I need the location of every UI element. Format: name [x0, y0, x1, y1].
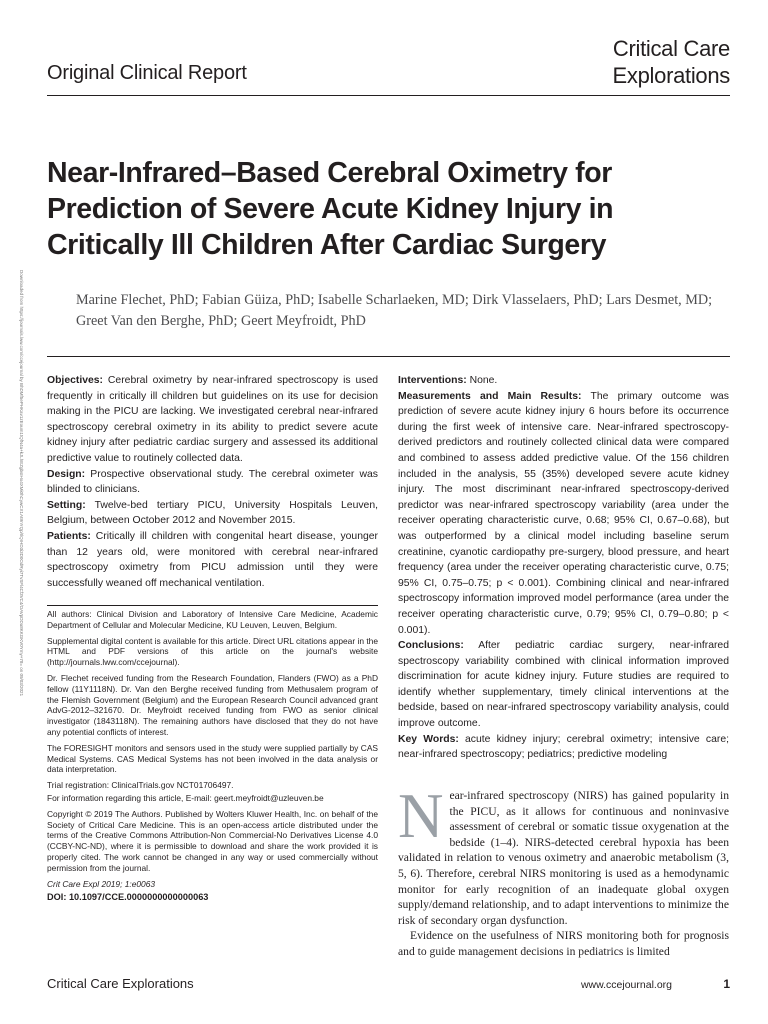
journal-name: [613, 35, 730, 89]
author-list: Marine Flechet, PhD; Fabian Güiza, PhD; Isabelle Scharlaeken, MD; Dirk Vlasselaers, PhD; Lars Desmet, MD; Greet Van den Berghe, PhD; Geert Meyfroidt, PhD: [76, 292, 713, 329]
page-number: 1: [723, 977, 730, 991]
report-type: Original Clinical Report: [47, 62, 247, 84]
footnote-contact: For information regarding this article, E-mail: geert.meyfroidt@uzleuven.be: [47, 792, 324, 803]
footnote-equipment: The FORESIGHT monitors and sensors used in the study were supplied partially by CAS Medical Systems. CAS Medical Systems has not been involved in the data analysis or data interpretation.: [47, 742, 378, 775]
drop-cap: N: [398, 781, 444, 851]
abstract-label: Measurements and Main Results:: [398, 390, 582, 402]
abstract-text: acute kidney injury; cerebral oximetry; intensive care; near-infrared spectroscopy; pediatrics; predictive modeling: [398, 733, 729, 761]
abstract-text: None.: [469, 375, 498, 386]
footnote-supplemental: Supplemental digital content is available for this article. Direct URL citations appear in the HTML and PDF versions of this article on the journal's website (http://journals.lww.com/ccejournal).: [47, 635, 378, 668]
footnote-funding: Dr. Flechet received funding from the Research Foundation, Flanders (FWO) as a PhD fellow (11Y1118N). Dr. Van den Berghe received funding from Methusalem program of the Flemish Government (Belgium) and the European Research Council advanced grant AdvG-2012–321670. Dr. Meyfroidt received funding from FWO as senior clinical investigator (1843118N). The remaining authors have disclosed that they do not have any potential conflicts of interest.: [47, 672, 378, 737]
abstract-keywords: [398, 732, 729, 763]
abstract-label: Setting:: [47, 499, 86, 511]
journal-name-line2: Explorations: [612, 63, 730, 88]
abstract-text: The primary outcome was prediction of severe acute kidney injury 6 hours before its occurrence during the first week of intensive care. Near-infrared spectroscopy-derived predictors and routinely collected clinical data were compared and combined to assess added predictive value. Of the 156 children included in the analysis, 55 (35%) developed severe acute kidney injury. The most discriminant near-infrared spectroscopy-derived predictor was near-infrared spectroscopy variability (area under the receiver operating characteristic curve, 0.68; 95% CI, 0.67–0.68), but was outperformed by a clinical model including baseline serum creatinine, cyanotic cardiopathy pre-surgery, blood pressure, and heart frequency (area under the receiver operating characteristic curve, 0.75; 95% CI, 0.75–0.75; p < 0.001). Combining clinical and near-infrared spectroscopy information improved model performance (area under the receiver operating characteristic curve, 0.79; 95% CI, 0.79–0.80; p < 0.001).: [398, 390, 729, 636]
abstract-left-column: [47, 373, 378, 591]
abstract-text: Twelve-bed tertiary PICU, University Hospitals Leuven, Belgium, between October 2012 and November 2015.: [47, 499, 379, 527]
journal-name-line1: Critical Care: [612, 36, 730, 61]
article-title: Near-Infrared–Based Cerebral Oximetry for Prediction of Severe Acute Kidney Injury in Critically Ill Children After Cardiac Surgery: [47, 157, 614, 261]
abstract-label: Design:: [47, 468, 86, 480]
doi: DOI: 10.1097/CCE.0000000000000063: [47, 892, 209, 903]
abstract-interventions: [398, 373, 729, 389]
header-rule: [47, 95, 730, 96]
abstract-patients: [47, 529, 378, 591]
body-paragraph: [398, 928, 729, 959]
abstract-label: Key Words:: [398, 733, 459, 745]
abstract-results: [398, 389, 729, 639]
footer-journal: Critical Care Explorations: [47, 976, 194, 991]
abstract-label: Objectives:: [47, 375, 104, 386]
body-text: [398, 781, 729, 960]
footnote-rule: [47, 605, 378, 606]
footnote-affiliation: All authors: Clinical Division and Laboratory of Intensive Care Medicine, Academic Department of Cellular and Molecular Medicine, KU Leuven, Leuven, Belgium.: [47, 609, 378, 630]
download-watermark: Downloaded from https://journals.lww.com/ccejournal by BhDMf5ePHKav1zEoum1tQfN4a+kJLhEZgbsIHo4XMi0hCywCX1AWnYQp/IlQrHD3i3D0OdRyi7TvSFl4Cf3VC4/OAVpDDa8KKGKV0Ymy+78= on 09/03/2021: [19, 270, 24, 697]
body-paragraph-text: ear-infrared spectroscopy (NIRS) has gained popularity in the PICU, as it allows for continuous and noninvasive assessment of cerebral or somatic tissue oxygenation at the bedside (1–4). NIRS-detected cerebral hypoxia has been validated in relation to venous oximetry and anaerobic metabolism (3, 5, 6). Therefore, cerebral NIRS monitoring is used as a hemodynamic monitor for early recognition of an inadequate global oxygen supply/demand relationship, and to adapt interventions to minimize the risk of secondary organ dysfunction.: [398, 789, 729, 927]
footer-url[interactable]: www.ccejournal.org: [580, 979, 672, 991]
abstract-conclusions: [398, 638, 729, 732]
abstract-objectives: [47, 373, 378, 467]
abstract-label: Conclusions:: [398, 640, 464, 652]
abstract-text: Critically ill children with congenital heart disease, younger than 12 years old, were monitored with cerebral near-infrared spectroscopy oximetry from PICU admission until they were successfully weaned off mechanical ventilation.: [47, 530, 379, 589]
abstract-text: Cerebral oximetry by near-infrared spectroscopy is used frequently in critically ill children but guidelines on its use for decision making in the PICU are lacking. We investigated cerebral near-infrared spectroscopy cerebral oximetry in its ability to predict severe acute kidney injury after pediatric cardiac surgery and assessed its additional predictive value to routinely collected data.: [47, 375, 378, 464]
citation: Crit Care Expl 2019; 1:e0063: [47, 878, 156, 889]
abstract-text: After pediatric cardiac surgery, near-infrared spectroscopy variability combined with clinical information improved discrimination for acute kidney injury. Future studies are required to identify whether supplementary, timely clinical interventions at the bedside, based on near-infrared spectroscopy variability analysis, could improve outcome.: [398, 640, 729, 730]
abstract-label: Interventions:: [398, 375, 467, 386]
abstract-label: Patients:: [47, 530, 91, 542]
body-paragraph-text: Evidence on the usefulness of NIRS monitoring both for prognosis and to guide management decisions in pediatrics is limited: [398, 929, 729, 958]
body-paragraph: [398, 781, 729, 928]
abstract-right-column: [398, 373, 729, 763]
footnotes: [47, 609, 378, 908]
abstract-rule: [47, 356, 730, 357]
footnote-copyright: Copyright © 2019 The Authors. Published by Wolters Kluwer Health, Inc. on behalf of the Society of Critical Care Medicine. This is an open-access article distributed under the terms of the Creative Commons Attribution-Non Commercial-No Derivatives License 4.0 (CCBY-NC-ND), where it is permissible to download and share the work provided it is properly cited. The work cannot be changed in any way or used commercially without permission from the journal.: [47, 808, 378, 873]
footnote-trial: Trial registration: ClinicalTrials.gov NCT01706497.: [47, 780, 234, 791]
abstract-text: Prospective observational study. The cerebral oximeter was blinded to clinicians.: [47, 468, 378, 496]
abstract-design: [47, 467, 378, 498]
abstract-setting: [47, 498, 378, 529]
